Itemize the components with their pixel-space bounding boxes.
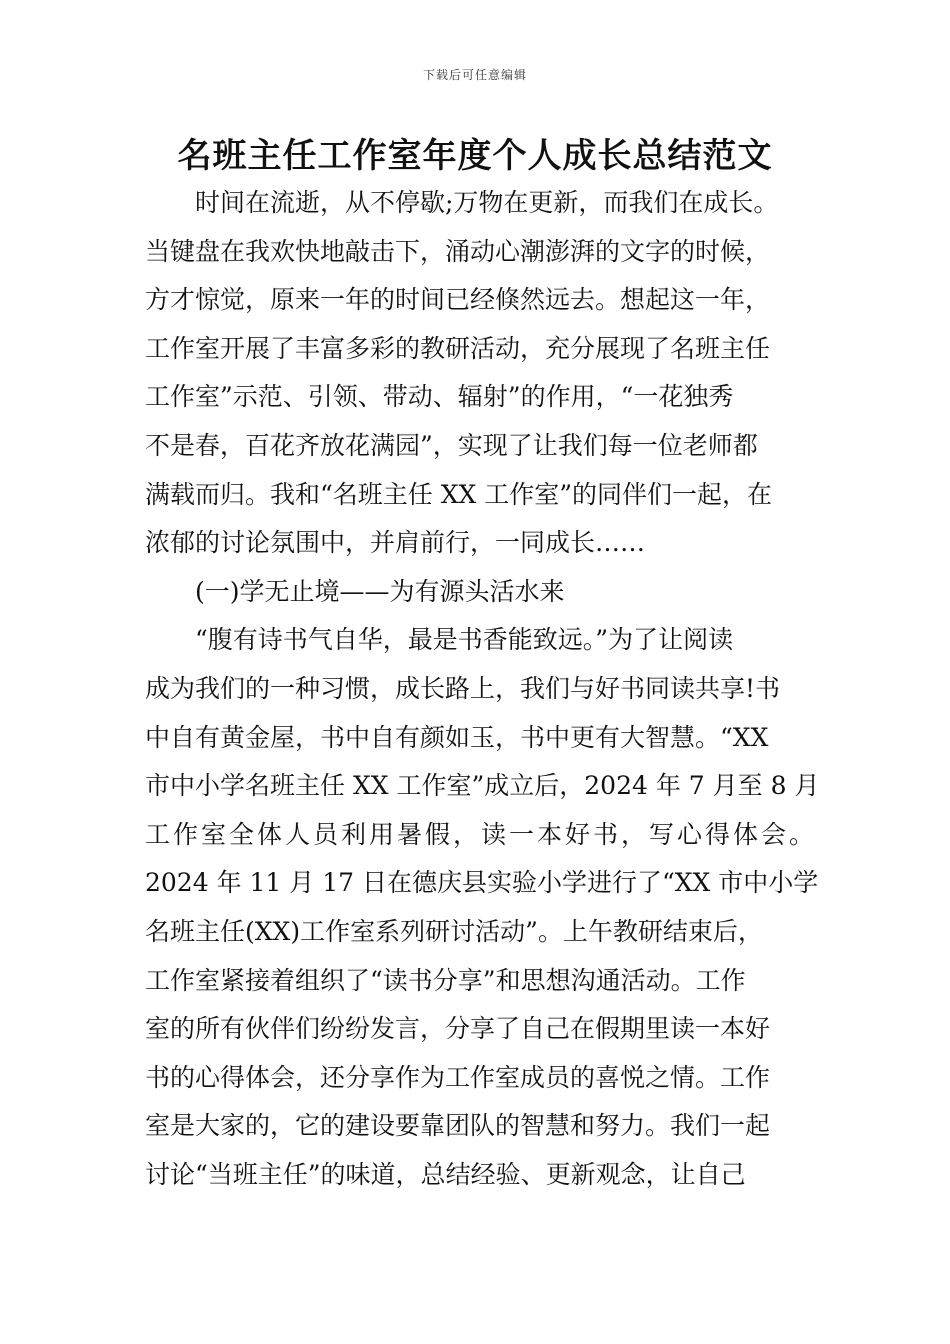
paragraph-line: 工作室紧接着组织了“读书分享”和思想沟通活动。工作 xyxy=(145,965,746,995)
paragraph-line: 室的所有伙伴们纷纷发言，分享了自己在假期里读一本好 xyxy=(145,1014,771,1044)
paragraph-line: 2024 年 11 月 17 日在德庆县实验小学进行了“XX 市中小学 xyxy=(145,868,819,898)
paragraph-line: 中自有黄金屋，书中自有颜如玉，书中更有大智慧。“XX xyxy=(145,722,769,752)
paragraph-line: 室是大家的，它的建设要靠团队的智慧和努力。我们一起 xyxy=(145,1111,771,1141)
paragraph-line: 当键盘在我欢快地敲击下，涌动心潮澎湃的文字的时候， xyxy=(145,236,771,266)
paragraph-line: 工作室开展了丰富多彩的教研活动，充分展现了名班主任 xyxy=(145,333,771,363)
paragraph-line: 浓郁的讨论氛围中，并肩前行，一同成长…… xyxy=(145,528,646,558)
paragraph-line: 方才惊觉，原来一年的时间已经倏然远去。想起这一年， xyxy=(145,285,771,315)
paragraph-line: 工作室全体人员利用暑假，读一本好书，写心得体会。 xyxy=(145,819,818,849)
paragraph-line: 名班主任(XX)工作室系列研讨活动”。上午教研结束后， xyxy=(145,916,763,946)
paragraph-line: 市中小学名班主任 XX 工作室”成立后，2024 年 7 月至 8 月 xyxy=(145,771,820,801)
paragraph-line: 书的心得体会，还分享作为工作室成员的喜悦之情。工作 xyxy=(145,1062,771,1092)
document-body xyxy=(145,179,820,1199)
paragraph-line: 成为我们的一种习惯，成长路上，我们与好书同读共享!书 xyxy=(145,673,781,703)
paragraph-line: “腹有诗书气自华，最是书香能致远。”为了让阅读 xyxy=(195,625,734,655)
paragraph-line: 时间在流逝，从不停歇;万物在更新，而我们在成长。 xyxy=(195,188,779,217)
header-note: 下载后可任意编辑 xyxy=(422,68,527,82)
paragraph-line: 讨论“当班主任”的味道，总结经验、更新观念，让自己 xyxy=(145,1159,746,1189)
paragraph-line: 不是春，百花齐放花满园”，实现了让我们每一位老师都 xyxy=(145,430,758,460)
paragraph-line: 工作室”示范、引领、带动、辐射”的作用，“一花独秀 xyxy=(145,382,734,412)
document-title: 名班主任工作室年度个人成长总结范文 xyxy=(177,136,773,176)
section-heading: (一)学无止境——为有源头活水来 xyxy=(195,576,565,606)
paragraph-line: 满载而归。我和“名班主任 XX 工作室”的同伴们一起，在 xyxy=(145,479,773,509)
